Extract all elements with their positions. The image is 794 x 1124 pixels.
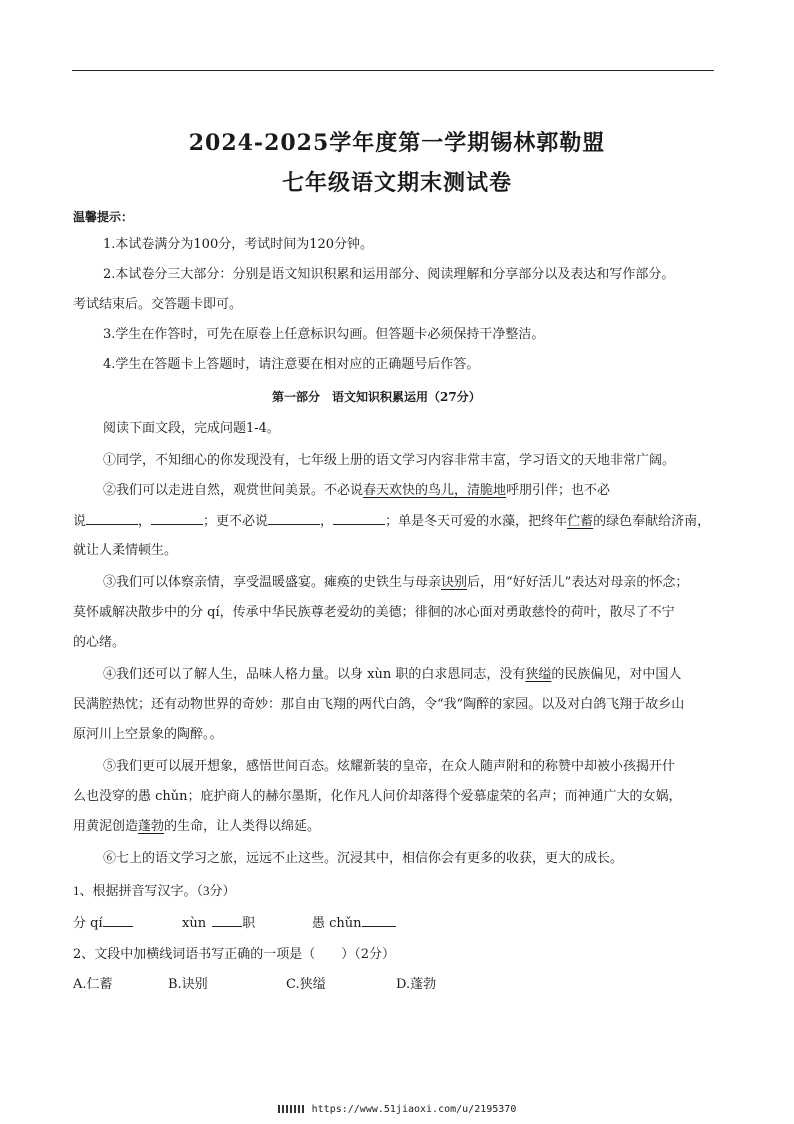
p2-text-a: ②我们可以走进自然，观赏世间美景。不必说 (103, 483, 364, 498)
q2-option-a: A.仁蓄 (73, 977, 113, 992)
exam-title-line1: 2024-2025学年度第一学期锡林郭勒盟 (188, 130, 606, 156)
fill-blank (333, 512, 385, 525)
tips-heading: 温馨提示： (73, 210, 134, 224)
paragraph-4-line1 (103, 666, 681, 684)
paragraph-5-line1: ⑤我们更可以展开想象，感悟世间百态。炫耀新装的皇帝，在众人随声附和的称赞中却被小孩揭开什 (103, 759, 676, 774)
fill-blank (362, 914, 396, 927)
p2-underlined: 春天欢快的鸟儿，清脆地 (363, 483, 507, 498)
paragraph-5-line3 (73, 818, 320, 836)
fill-blank (268, 512, 320, 525)
tip-2-cont: 考试结束后。交答题卡即可。 (73, 297, 243, 312)
p4-text-b: 的民族偏见，对中国人 (551, 667, 682, 682)
q1-item-c: 愚 chǔn (312, 916, 362, 931)
tip-1: 1.本试卷满分为100分，考试时间为120分钟。 (103, 237, 374, 252)
paragraph-6: ⑥七上的语文学习之旅，远远不止这些。沉浸其中，相信你会有更多的收获，更大的成长。 (103, 851, 624, 866)
p2-c3: ；更不必说 (203, 514, 269, 529)
paragraph-2-line3: 就让人柔情顿生。 (73, 543, 178, 558)
question-1-item-b (182, 914, 255, 933)
p4-text-a: ④我们还可以了解人生，品味人格力量。以身 xùn 职的白求恩同志，没有 (103, 667, 526, 682)
fill-blank (103, 914, 133, 927)
paragraph-4-line3: 原河川上空景象的陶醉。。 (73, 727, 223, 742)
section1-intro: 阅读下面文段，完成问题1-4。 (103, 421, 280, 436)
paragraph-2-line1 (103, 482, 610, 500)
paragraph-3-line1 (103, 574, 688, 592)
question-1-stem: 1、根据拼音写汉字。（3分） (73, 883, 236, 898)
p2-c1: 说 (73, 514, 87, 529)
q2-option-c: C.狭缢 (286, 977, 326, 992)
p2-text-b: 呼朋引伴；也不必 (506, 483, 611, 498)
question-1-item-c (312, 914, 396, 933)
question-1-items (73, 914, 133, 933)
p2-c6: 的绿色奉献给济南， (593, 514, 711, 529)
header-rule (72, 70, 714, 71)
p2-c2: ， (138, 514, 152, 529)
p2-c5: ；单是冬天可爱的水藻，把终年 (385, 514, 568, 529)
q1-item-a: 分 qí (73, 916, 103, 931)
paragraph-3-line3: 的心绪。 (73, 635, 126, 650)
tip-4: 4.学生在答题卡上答题时，请注意要在相对应的正确题号后作答。 (103, 357, 480, 372)
p5-text-a: 用黄泥创造 (73, 819, 139, 834)
fill-blank (151, 512, 203, 525)
p2-underlined-2: 伫蓄 (567, 514, 594, 529)
section1-heading: 第一部分 语文知识积累运用（27分） (272, 390, 481, 404)
q2-option-b: B.诀别 (168, 977, 208, 992)
paragraph-4-line2: 民满腔热忱；还有动物世界的奇妙：那自由飞翔的两代白鸽，令“我”陶醉的家园。以及对白鸽飞翔于故乡山 (73, 697, 685, 712)
p3-text-b: 后，用“好好活儿”表达对母亲的怀念； (467, 575, 689, 590)
footer-url[interactable]: https://www.51jiaoxi.com/u/2195370 (311, 1104, 517, 1115)
site-logo-icon (278, 1105, 306, 1113)
p5-text-b: 的生命，让人类得以绵延。 (164, 819, 321, 834)
paragraph-3-line2: 莫怀戚解决散步中的分 qí，传承中华民族尊老爱幼的美德；徘徊的冰心面对勇敢慈怜的荷叶，散尽了不宁 (73, 605, 675, 620)
paragraph-1: ①同学，不知细心的你发现没有，七年级上册的语文学习内容非常丰富，学习语文的天地非常广阔。 (103, 453, 676, 468)
tip-3: 3.学生在作答时，可先在原卷上任意标识勾画。但答题卡必须保持干净整洁。 (103, 327, 545, 342)
p2-c4: ， (320, 514, 334, 529)
q1-item-b2: 职 (242, 916, 256, 931)
fill-blank (86, 512, 138, 525)
tip-2: 2.本试卷分三大部分：分别是语文知识积累和运用部分、阅读理解和分享部分以及表达和写作部分。 (103, 267, 675, 282)
q2-option-d: D.蓬勃 (396, 977, 437, 992)
exam-title-line2: 七年级语文期末测试卷 (281, 170, 512, 196)
p3-underlined: 诀别 (441, 575, 468, 590)
p3-text-a: ③我们可以体察亲情，享受温暖盛宴。瘫痪的史铁生与母亲 (103, 575, 442, 590)
fill-blank (212, 914, 242, 927)
q1-item-b: xùn (182, 916, 207, 931)
paragraph-2-line2 (73, 512, 710, 531)
p4-underlined: 狭缢 (525, 667, 552, 682)
question-2-stem: 2、文段中加横线词语书写正确的一项是（ ）（2分） (73, 947, 396, 962)
p5-underlined: 蓬勃 (138, 819, 165, 834)
footer-watermark (0, 1104, 794, 1115)
paragraph-5-line2: 么也没穿的愚 chǔn；庇护商人的赫尔墨斯，化作凡人问价却落得个爱慕虚荣的名声；而神通广大的女娲， (73, 789, 682, 804)
